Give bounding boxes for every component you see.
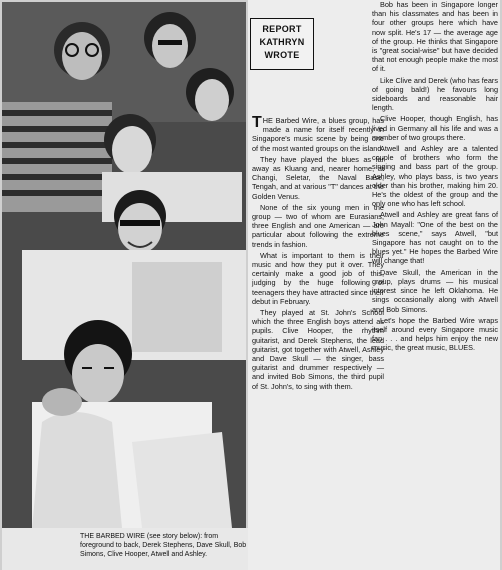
band-photo-illustration: [2, 2, 246, 528]
article-column-2: [372, 0, 498, 355]
article-paragraph: None of the six young men in the group — two of whom are Eurasians, three English and one American — are particular about following the extreme trends in fashion.: [252, 202, 384, 249]
article-paragraph: Atwell and Ashley are a talented couple of brothers who form the singing and bass part of the group. Ashley, who plays bass, is two years older than his brother, making him 20. He's the oldest of the group and the only one who has left school.: [372, 144, 498, 209]
paragraph-text: HE Barbed Wire, a blues group, has made a name for itself recently in Singapore's music scene by being one of the most wanted groups on the island.: [252, 116, 384, 153]
photo-caption: THE BARBED WIRE (see story below): from foreground to back, Derek Stephens, Dave Skull, Bob Simons, Clive Hooper, Atwell and Ashley.: [76, 528, 254, 570]
article-paragraph: Bob has been in Singapore longer than his classmates and has been in four other groups here which have now split. He's 17 — the average age of the group. He thinks that Singapore is "great social-wise" but have decided that not enough people make the most of it.: [372, 0, 498, 74]
article-paragraph: Like Clive and Derek (who has fears of going bald!) he favours long sideboards and reasonable hair length.: [372, 75, 498, 113]
article-paragraph: Let's hope the Barbed Wire wraps itself around every Singapore music fan . . . and helps him enjoy the new music, the great music, BLUES.: [372, 315, 498, 353]
caption-margin: [2, 528, 76, 570]
article-paragraph: Dave Skull, the American in the group, plays drums — his musical interest since he left Oklahoma. He sings occasionally along with Atwell and Bob Simons.: [372, 267, 498, 314]
headline-box: [250, 18, 314, 70]
headline-line-3: WROTE: [264, 50, 300, 60]
article-paragraph: Atwell and Ashley are great fans of John Mayall: "One of the best on the blues scene," says Atwell, "but Singapore has not caught on to the blues yet." He hopes the Barbed Wire will change that!: [372, 210, 498, 266]
headline-line-2: KATHRYN: [259, 37, 305, 47]
article-paragraph: Clive Hooper, though English, has lived in Germany all his life and was a member of two groups there.: [372, 114, 498, 142]
article-column-1: [252, 116, 384, 393]
article-paragraph: They have played the blues as far away as Kluang and, nearer home, at Changi, Seletar, the Naval Base, Tengah, and at various "T" dances at the Golden Venus.: [252, 154, 384, 201]
headline-line-1: REPORT: [262, 24, 302, 34]
article-paragraph: What is important to them is their music and how they put it over. They certainly make a good job of this, judging by the huge following of teenagers they have attracted since their debut in February.: [252, 250, 384, 306]
drop-cap: T: [252, 114, 262, 131]
article-paragraph: They played at St. John's School which the three English boys attend as pupils. Clive Hooper, the rhythm guitarist, and Derek Stephens, the lead guitarist, got together with Atwell, Ashley and Dave Skull — the singer, bass guitarist and drummer respectively — and invited Bob Simons, the third pupil of St. John's, to sing with them.: [252, 308, 384, 391]
article-paragraph: [252, 116, 384, 153]
band-photo: [2, 2, 246, 528]
